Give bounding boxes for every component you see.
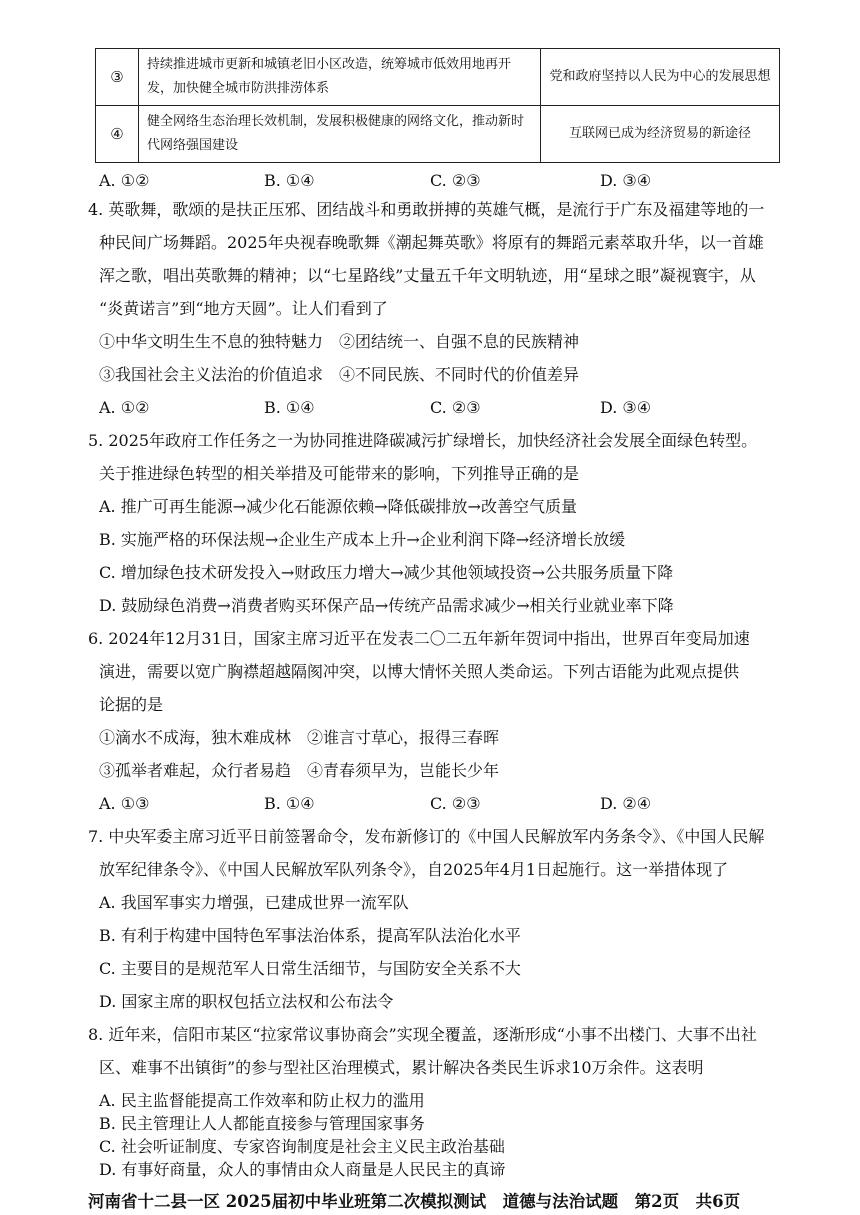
q7-option-d: D. 国家主席的职权包括立法权和公布法令 <box>99 992 394 1011</box>
q6-option-d: D. ②④ <box>600 794 652 813</box>
q6-option-c: C. ②③ <box>430 794 481 813</box>
table-row-number: ③ <box>96 49 139 106</box>
q4-option-d: D. ③④ <box>600 398 652 417</box>
table-row-meaning: 互联网已成为经济贸易的新途径 <box>541 106 780 163</box>
q7-stem-line: 放军纪律条令》、《中国人民解放军队列条令》，自2025年4月1日起施行。这一举措体现了 <box>99 860 729 879</box>
q7-option-b: B. 有利于构建中国特色军事法治体系，提高军队法治化水平 <box>99 926 521 945</box>
q8-option-a: A. 民主监督能提高工作效率和防止权力的滥用 <box>99 1091 425 1110</box>
table-row <box>96 106 780 163</box>
q5-option-d: D. 鼓励绿色消费→消费者购买环保产品→传统产品需求减少→相关行业就业率下降 <box>99 596 674 615</box>
q5-option-c: C. 增加绿色技术研发投入→财政压力增大→减少其他领域投资→公共服务质量下降 <box>99 563 674 582</box>
q5-option-b: B. 实施严格的环保法规→企业生产成本上升→企业利润下降→经济增长放缓 <box>99 530 626 549</box>
q7-stem-line: 7. 中央军委主席习近平日前签署命令，发布新修订的《中国人民解放军内务条令》、《中国人民解 <box>88 827 765 846</box>
table-row-measure: 健全网络生态治理长效机制，发展积极健康的网络文化，推动新时代网络强国建设 <box>139 106 541 163</box>
q4-option-b: B. ①④ <box>264 398 315 417</box>
q4-item-line: ①中华文明生生不息的独特魅力 ②团结统一、自强不息的民族精神 <box>99 332 580 351</box>
q4-option-a: A. ①② <box>99 398 150 417</box>
q6-stem-line: 演进，需要以宽广胸襟超越隔阂冲突，以博大情怀关照人类命运。下列古语能为此观点提供 <box>99 662 740 681</box>
q3-option-table <box>95 48 780 163</box>
q5-option-a: A. 推广可再生能源→减少化石能源依赖→降低碳排放→改善空气质量 <box>99 497 577 516</box>
q6-item-line: ①滴水不成海，独木难成林 ②谁言寸草心，报得三春晖 <box>99 728 500 747</box>
table-row <box>96 49 780 106</box>
q3-option-b: B. ①④ <box>264 171 315 190</box>
q6-item-line: ③孤举者难起，众行者易趋 ④青春须早为，岂能长少年 <box>99 761 500 780</box>
q8-option-d: D. 有事好商量，众人的事情由众人商量是人民民主的真谛 <box>99 1160 506 1179</box>
q4-stem-line: 浑之歌，唱出英歌舞的精神；以“七星路线”丈量五千年文明轨迹，用“星球之眼”凝视寰宇，从 <box>99 266 756 285</box>
q8-option-c: C. 社会听证制度、专家咨询制度是社会主义民主政治基础 <box>99 1137 505 1156</box>
q7-option-c: C. 主要目的是规范军人日常生活细节，与国防安全关系不大 <box>99 959 521 978</box>
q8-option-b: B. 民主管理让人人都能直接参与管理国家事务 <box>99 1114 425 1133</box>
q3-option-d: D. ③④ <box>600 171 652 190</box>
q5-stem-line: 关于推进绿色转型的相关举措及可能带来的影响，下列推导正确的是 <box>99 464 580 483</box>
q3-option-c: C. ②③ <box>430 171 481 190</box>
q6-stem-line: 论据的是 <box>99 695 164 714</box>
q6-stem-line: 6. 2024年12月31日，国家主席习近平在发表二〇二五年新年贺词中指出，世界百年变局加速 <box>88 629 750 648</box>
table-row-measure: 持续推进城市更新和城镇老旧小区改造，统筹城市低效用地再开发，加快健全城市防洪排涝体系 <box>139 49 541 106</box>
table-row-number: ④ <box>96 106 139 163</box>
q4-stem-line: 种民间广场舞蹈。2025年央视春晚歌舞《潮起舞英歌》将原有的舞蹈元素萃取升华，以一首雄 <box>99 233 764 252</box>
q6-option-b: B. ①④ <box>264 794 315 813</box>
q4-stem-line: 4. 英歌舞，歌颂的是扶正压邪、团结战斗和勇敢拼搏的英雄气概，是流行于广东及福建等地的一 <box>88 200 765 219</box>
table-row-meaning: 党和政府坚持以人民为中心的发展思想 <box>541 49 780 106</box>
q4-item-line: ③我国社会主义法治的价值追求 ④不同民族、不同时代的价值差异 <box>99 365 580 384</box>
q5-stem-line: 5. 2025年政府工作任务之一为协同推进降碳减污扩绿增长，加快经济社会发展全面绿色转型。 <box>88 431 758 450</box>
q8-stem-line: 8. 近年来，信阳市某区“拉家常议事协商会”实现全覆盖，逐渐形成“小事不出楼门、大事不出社 <box>88 1025 757 1044</box>
q4-option-c: C. ②③ <box>430 398 481 417</box>
page-footer: 河南省十二县一区 2025届初中毕业班第二次模拟测试 道德与法治试题 第2页 共6页 <box>88 1192 741 1211</box>
q3-option-a: A. ①② <box>99 171 150 190</box>
q4-stem-line: “炎黄诺言”到“地方天圆”。让人们看到了 <box>99 299 388 318</box>
q6-option-a: A. ①③ <box>99 794 150 813</box>
q7-option-a: A. 我国军事实力增强，已建成世界一流军队 <box>99 893 409 912</box>
q8-stem-line: 区、难事不出镇街”的参与型社区治理模式，累计解决各类民生诉求10万余件。这表明 <box>99 1058 704 1077</box>
